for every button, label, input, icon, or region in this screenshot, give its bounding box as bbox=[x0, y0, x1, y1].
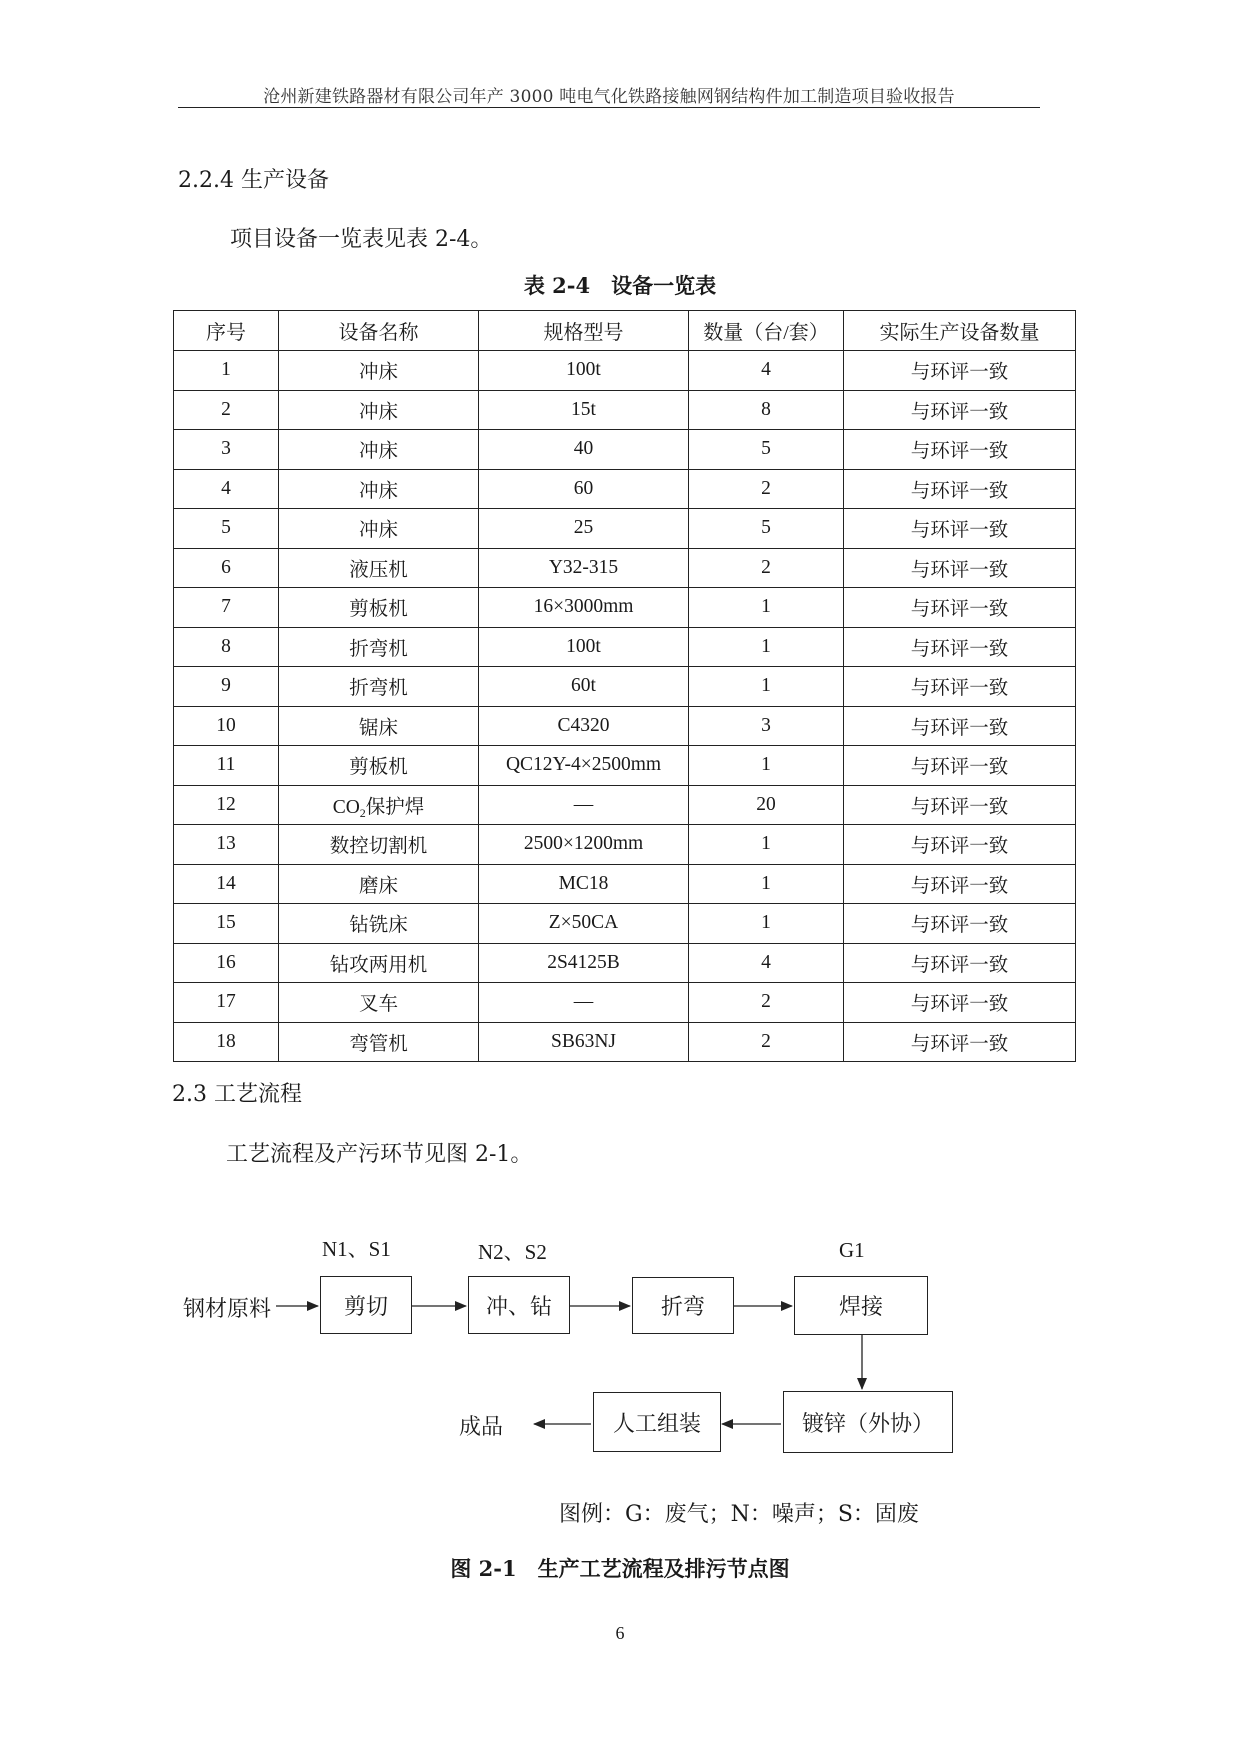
cell-actual: 与环评一致 bbox=[844, 588, 1076, 628]
cell-actual: 与环评一致 bbox=[844, 509, 1076, 549]
cell-quantity: 1 bbox=[689, 825, 844, 865]
cell-actual: 与环评一致 bbox=[844, 430, 1076, 470]
cell-name: 叉车 bbox=[279, 983, 479, 1023]
col-header-model: 规格型号 bbox=[479, 311, 689, 351]
cell-index: 7 bbox=[174, 588, 279, 628]
step-assembly-box bbox=[593, 1392, 721, 1452]
cell-quantity: 1 bbox=[689, 746, 844, 786]
cell-index: 16 bbox=[174, 943, 279, 983]
cell-name: 冲床 bbox=[279, 469, 479, 509]
col-header-actual: 实际生产设备数量 bbox=[844, 311, 1076, 351]
step-weld-box bbox=[794, 1276, 928, 1335]
cell-quantity: 1 bbox=[689, 864, 844, 904]
page-header: 沧州新建铁路器材有限公司年产 3000 吨电气化铁路接触网钢结构件加工制造项目验收报告 bbox=[263, 87, 955, 107]
cell-name: 冲床 bbox=[279, 430, 479, 470]
cell-actual: 与环评一致 bbox=[844, 943, 1076, 983]
cell-model: SB63NJ bbox=[479, 1022, 689, 1062]
emission-label-weld: G1 bbox=[839, 1238, 865, 1262]
cell-name: 钻铣床 bbox=[279, 904, 479, 944]
emission-label-cut: N1、S1 bbox=[322, 1237, 391, 1261]
cell-model: 100t bbox=[479, 351, 689, 391]
cell-model: 40 bbox=[479, 430, 689, 470]
cell-actual: 与环评一致 bbox=[844, 785, 1076, 825]
page-number: 6 bbox=[615, 1623, 625, 1643]
flow-legend: 图例：G：废气；N：噪声；S：固废 bbox=[559, 1502, 919, 1527]
cell-actual: 与环评一致 bbox=[844, 825, 1076, 865]
table-caption: 表 2-4 设备一览表 bbox=[523, 273, 717, 298]
cell-name: 冲床 bbox=[279, 509, 479, 549]
cell-actual: 与环评一致 bbox=[844, 351, 1076, 391]
step-assembly-label: 人工组装 bbox=[612, 1411, 701, 1437]
cell-model: Y32-315 bbox=[479, 548, 689, 588]
cell-actual: 与环评一致 bbox=[844, 983, 1076, 1023]
step-punch-label: 冲、钻 bbox=[485, 1294, 552, 1320]
cell-index: 4 bbox=[174, 469, 279, 509]
cell-model: 100t bbox=[479, 627, 689, 667]
product-label: 成品 bbox=[459, 1414, 504, 1439]
step-galvanize-box bbox=[783, 1391, 953, 1453]
cell-actual: 与环评一致 bbox=[844, 746, 1076, 786]
cell-quantity: 5 bbox=[689, 509, 844, 549]
cell-index: 9 bbox=[174, 667, 279, 707]
cell-index: 2 bbox=[174, 390, 279, 430]
col-header-quantity: 数量（台/套） bbox=[689, 311, 844, 351]
cell-index: 6 bbox=[174, 548, 279, 588]
cell-actual: 与环评一致 bbox=[844, 706, 1076, 746]
cell-model: 60t bbox=[479, 667, 689, 707]
cell-actual: 与环评一致 bbox=[844, 667, 1076, 707]
cell-model: MC18 bbox=[479, 864, 689, 904]
section-heading-2-3: 2.3 工艺流程 bbox=[172, 1082, 302, 1107]
step-punch-box bbox=[468, 1276, 570, 1334]
col-header-name: 设备名称 bbox=[279, 311, 479, 351]
emission-label-punch: N2、S2 bbox=[478, 1240, 547, 1264]
cell-name: 冲床 bbox=[279, 390, 479, 430]
cell-model: 60 bbox=[479, 469, 689, 509]
cell-actual: 与环评一致 bbox=[844, 904, 1076, 944]
cell-actual: 与环评一致 bbox=[844, 864, 1076, 904]
cell-actual: 与环评一致 bbox=[844, 1022, 1076, 1062]
cell-index: 3 bbox=[174, 430, 279, 470]
cell-index: 11 bbox=[174, 746, 279, 786]
step-weld-label: 焊接 bbox=[838, 1295, 883, 1320]
col-header-index: 序号 bbox=[174, 311, 279, 351]
figure-caption: 图 2-1 生产工艺流程及排污节点图 bbox=[450, 1556, 790, 1581]
cell-quantity: 5 bbox=[689, 430, 844, 470]
cell-name: 液压机 bbox=[279, 548, 479, 588]
cell-index: 5 bbox=[174, 509, 279, 549]
step-cut-label: 剪切 bbox=[343, 1294, 388, 1320]
cell-model: QC12Y-4×2500mm bbox=[479, 746, 689, 786]
cell-quantity: 2 bbox=[689, 1022, 844, 1062]
step-cut-box bbox=[320, 1276, 412, 1334]
section-intro-2-2-4: 项目设备一览表见表 2-4。 bbox=[230, 227, 493, 252]
cell-model: — bbox=[479, 983, 689, 1023]
cell-actual: 与环评一致 bbox=[844, 627, 1076, 667]
cell-quantity: 2 bbox=[689, 983, 844, 1023]
section-heading-2-2-4: 2.2.4 生产设备 bbox=[178, 168, 329, 193]
cell-quantity: 1 bbox=[689, 904, 844, 944]
cell-model: 15t bbox=[479, 390, 689, 430]
cell-name: 折弯机 bbox=[279, 627, 479, 667]
step-bend-label: 折弯 bbox=[660, 1295, 705, 1320]
step-galvanize-label: 镀锌（外协） bbox=[801, 1411, 934, 1437]
cell-name: 锯床 bbox=[279, 706, 479, 746]
cell-quantity: 1 bbox=[689, 667, 844, 707]
cell-quantity: 1 bbox=[689, 588, 844, 628]
cell-index: 10 bbox=[174, 706, 279, 746]
cell-index: 14 bbox=[174, 864, 279, 904]
cell-name: 折弯机 bbox=[279, 667, 479, 707]
cell-name: 冲床 bbox=[279, 351, 479, 391]
cell-quantity: 20 bbox=[689, 785, 844, 825]
cell-model: — bbox=[479, 785, 689, 825]
cell-model: 2500×1200mm bbox=[479, 825, 689, 865]
cell-index: 15 bbox=[174, 904, 279, 944]
cell-quantity: 1 bbox=[689, 627, 844, 667]
step-bend-box bbox=[632, 1277, 734, 1334]
co2-prefix: CO bbox=[332, 796, 360, 818]
cell-quantity: 4 bbox=[689, 943, 844, 983]
cell-index: 13 bbox=[174, 825, 279, 865]
cell-name: 磨床 bbox=[279, 864, 479, 904]
cell-quantity: 2 bbox=[689, 469, 844, 509]
cell-quantity: 3 bbox=[689, 706, 844, 746]
cell-model: 25 bbox=[479, 509, 689, 549]
cell-name: 钻攻两用机 bbox=[279, 943, 479, 983]
cell-model: C4320 bbox=[479, 706, 689, 746]
cell-name: 数控切割机 bbox=[279, 825, 479, 865]
cell-model: Z×50CA bbox=[479, 904, 689, 944]
cell-quantity: 8 bbox=[689, 390, 844, 430]
cell-index: 18 bbox=[174, 1022, 279, 1062]
cell-index: 1 bbox=[174, 351, 279, 391]
cell-index: 8 bbox=[174, 627, 279, 667]
raw-material-label: 钢材原料 bbox=[183, 1296, 272, 1321]
section-intro-2-3: 工艺流程及产污环节见图 2-1。 bbox=[226, 1142, 533, 1167]
cell-quantity: 2 bbox=[689, 548, 844, 588]
cell-model: 2S4125B bbox=[479, 943, 689, 983]
cell-name: 弯管机 bbox=[279, 1022, 479, 1062]
co2-suffix: 保护焊 bbox=[365, 796, 425, 818]
cell-index: 12 bbox=[174, 785, 279, 825]
cell-name: 剪板机 bbox=[279, 746, 479, 786]
cell-actual: 与环评一致 bbox=[844, 390, 1076, 430]
cell-model: 16×3000mm bbox=[479, 588, 689, 628]
cell-name: 剪板机 bbox=[279, 588, 479, 628]
cell-actual: 与环评一致 bbox=[844, 548, 1076, 588]
cell-actual: 与环评一致 bbox=[844, 469, 1076, 509]
cell-quantity: 4 bbox=[689, 351, 844, 391]
cell-index: 17 bbox=[174, 983, 279, 1023]
co2-subscript: 2 bbox=[359, 805, 366, 820]
